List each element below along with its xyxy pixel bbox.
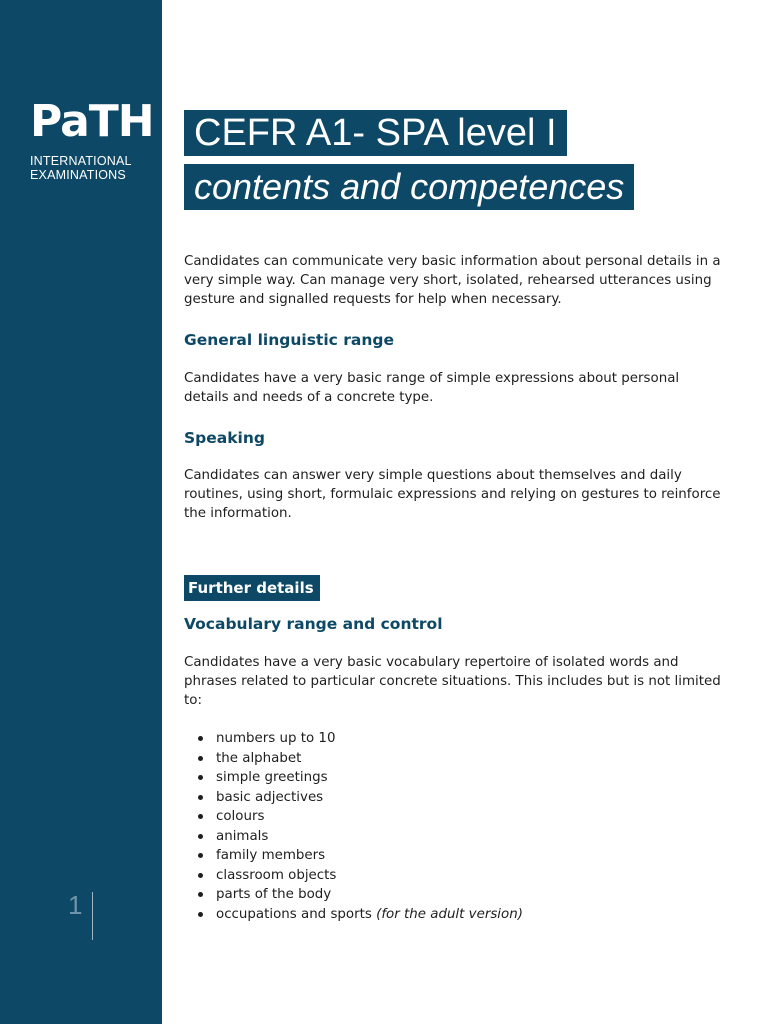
page-number-divider bbox=[92, 892, 93, 940]
list-item-text: occupations and sports bbox=[216, 906, 372, 922]
further-details-label: Further details bbox=[184, 575, 320, 601]
section-text-general-linguistic-range: Candidates have a very basic range of simple expressions about personal details and needs of a concrete type. bbox=[184, 371, 680, 405]
section-heading-general-linguistic-range: General linguistic range bbox=[184, 331, 394, 349]
logo-subtitle-line-2: EXAMINATIONS bbox=[30, 168, 126, 182]
path-logo bbox=[30, 96, 154, 182]
page-title: CEFR A1- SPA level I bbox=[184, 110, 567, 156]
list-item: classroom objects bbox=[184, 866, 724, 886]
logo-wordmark: PaTH bbox=[30, 96, 154, 147]
list-item-note: (for the adult version) bbox=[376, 906, 523, 922]
section-text-vocabulary: Candidates have a very basic vocabulary repertoire of isolated words and phrases related to particular concrete situations. This includes but is not limited to: bbox=[184, 655, 721, 708]
section-text-speaking: Candidates can answer very simple questions about themselves and daily routines, using short, formulaic expressions and relying on gestures to reinforce the information. bbox=[184, 468, 721, 521]
list-item: animals bbox=[184, 827, 724, 847]
list-item: parts of the body bbox=[184, 885, 724, 905]
logo-subtitle-line-1: INTERNATIONAL bbox=[30, 154, 132, 168]
list-item: basic adjectives bbox=[184, 788, 724, 808]
logo-subtitle bbox=[30, 154, 154, 182]
list-item: colours bbox=[184, 807, 724, 827]
intro-paragraph: Candidates can communicate very basic information about personal details in a very simple way. Can manage very short, isolated, rehearsed utterances using gesture and signalled requests for help when necessary. bbox=[184, 254, 721, 307]
page-subtitle: contents and competences bbox=[184, 164, 634, 210]
vocabulary-list bbox=[184, 729, 724, 924]
list-item: numbers up to 10 bbox=[184, 729, 724, 749]
list-item: the alphabet bbox=[184, 749, 724, 769]
list-item bbox=[184, 905, 724, 925]
section-heading-speaking: Speaking bbox=[184, 429, 265, 447]
list-item: simple greetings bbox=[184, 768, 724, 788]
sidebar bbox=[0, 0, 162, 1024]
section-heading-vocabulary: Vocabulary range and control bbox=[184, 615, 443, 633]
list-item: family members bbox=[184, 846, 724, 866]
main-content bbox=[184, 252, 724, 924]
page-number: 1 bbox=[68, 890, 83, 920]
